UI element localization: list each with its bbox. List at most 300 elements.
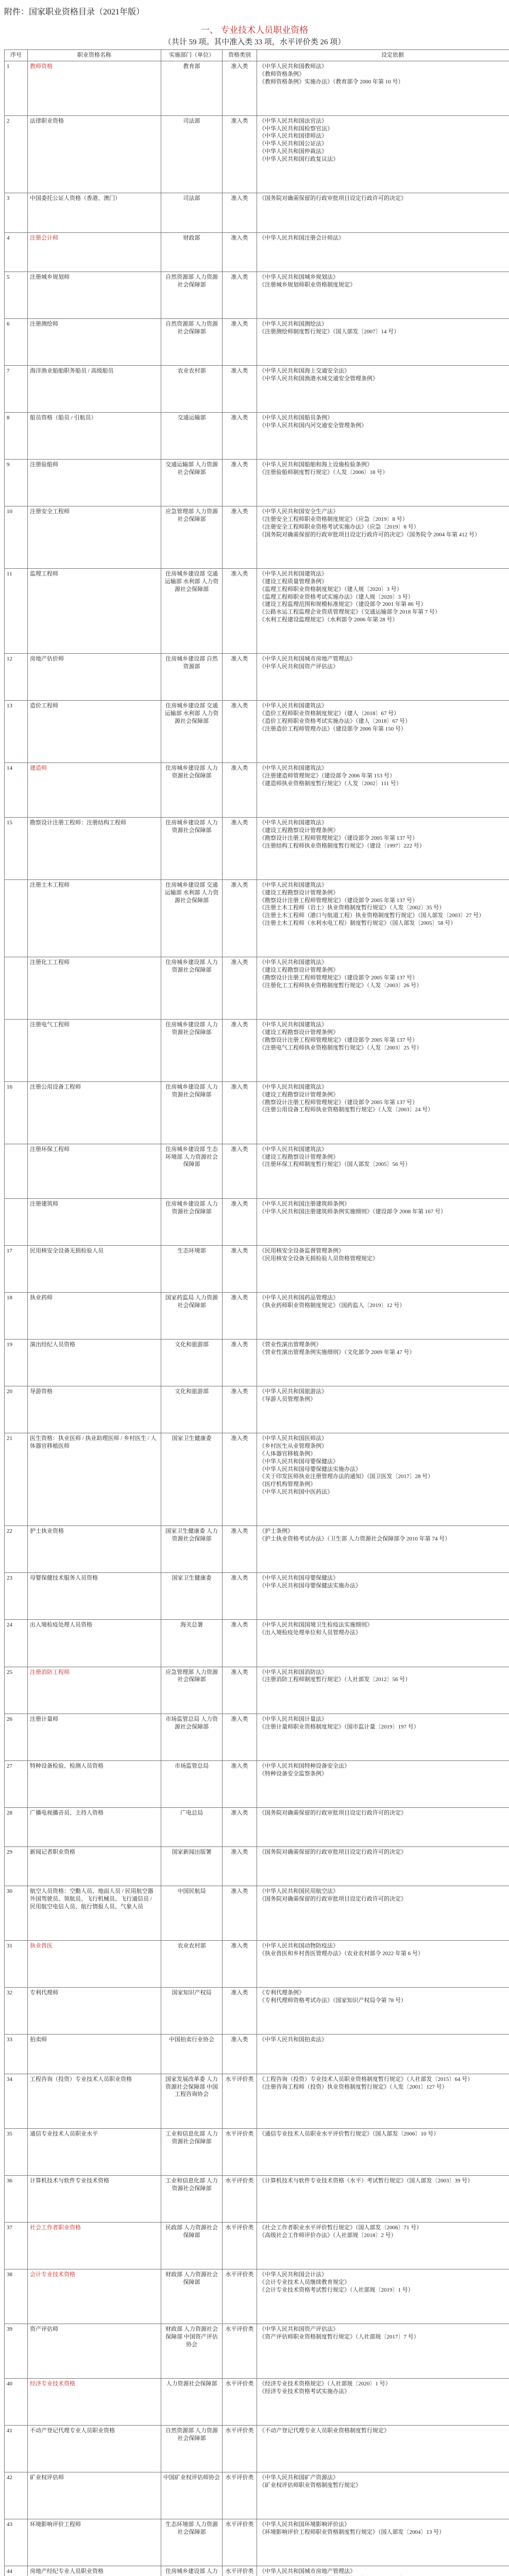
qualification-name: 计算机技术与软件专业技术资格 <box>28 2175 161 2222</box>
basis-item: 《注册咨询工程师（投资）执业资格制度暂行规定》（人发〔2001〕127 号） <box>259 2083 448 2090</box>
basis-item: 《中华人民共和国注册会计师法》 <box>259 234 344 241</box>
qualification-type: 准入类 <box>223 569 257 654</box>
basis-item: 《中华人民共和国建筑法》 <box>259 1146 327 1153</box>
implementing-department: 应急管理部 人力资源社会保障部 <box>161 506 223 569</box>
qualification-type: 准入类 <box>223 460 257 506</box>
qualification-name: 监理工程师 <box>28 569 161 654</box>
basis-item: 《注册测绘师制度暂行规定》（国人部发〔2007〕14 号） <box>259 328 400 335</box>
legal-basis <box>257 2566 509 2576</box>
implementing-department: 国家卫生健康委 人力资源社会保障部 <box>161 1526 223 1573</box>
qualification-name: 注册环保工程师 <box>28 1144 161 1198</box>
qualification-name: 注册会计师 <box>28 232 161 272</box>
implementing-department: 国家卫生健康委 <box>161 1573 223 1620</box>
qualification-name: 导游资格 <box>28 1386 161 1433</box>
basis-item: 《经济专业技术资格考试实施办法》 <box>259 2388 350 2395</box>
legal-basis <box>257 193 509 232</box>
legal-basis <box>257 879 509 957</box>
table-row <box>5 654 509 701</box>
basis-item: 《中华人民共和国资产评估法》 <box>259 2326 338 2332</box>
basis-item: 《计算机技术与软件专业技术资格（水平）考试暂行规定》（国人部发〔2003〕39 号） <box>259 2177 473 2184</box>
basis-item: 《注册计量师职业资格制度规定》（国市监计量〔2019〕197 号） <box>259 1723 419 1730</box>
row-number: 11 <box>5 569 28 654</box>
qualification-name: 海洋渔业船舶职务船员 / 高级船员 <box>28 365 161 412</box>
qualification-type: 准入类 <box>223 1020 257 1082</box>
qualification-name: 注册电气工程师 <box>28 1020 161 1082</box>
qualification-type: 准入类 <box>223 506 257 569</box>
table-row <box>5 1292 509 1339</box>
basis-item: 《中华人民共和国注册建筑师条例实施细则》（建设部令 2008 年第 167 号） <box>259 1208 446 1215</box>
table-row <box>5 2472 509 2519</box>
qualification-type: 准入类 <box>223 701 257 763</box>
basis-item: 《营业性演出管理条例》 <box>259 1341 321 1348</box>
basis-item: 《中华人民共和国船舶和海上设施检验条例》 <box>259 462 372 468</box>
basis-item: 《建设工程勘察设计管理条例》 <box>259 1029 338 1036</box>
implementing-department: 海关总署 <box>161 1620 223 1667</box>
row-number: 23 <box>5 1573 28 1620</box>
qualification-name: 会计专业技术资格 <box>28 2269 161 2324</box>
qualification-name: 工程咨询（投资）专业技术人员职业资格 <box>28 2074 161 2128</box>
row-number: 29 <box>5 1847 28 1886</box>
implementing-department: 文化和旅游部 <box>161 1386 223 1433</box>
basis-item: 《通信专业技术人员职业水平评价暂行规定》（国人部发〔2006〕10 号） <box>259 2130 439 2137</box>
basis-item: 《中华人民共和国渔港水域交通安全管理条例》 <box>259 375 378 382</box>
row-number: 5 <box>5 272 28 318</box>
qualification-type: 准入类 <box>223 318 257 365</box>
legal-basis <box>257 1988 509 2035</box>
basis-item: 《建设工程勘察设计管理条例》 <box>259 889 338 896</box>
qualification-type: 准入类 <box>223 1988 257 2035</box>
qualification-name: 拍卖师 <box>28 2035 161 2074</box>
basis-item: 《中华人民共和国城市房地产管理法》 <box>259 656 355 663</box>
basis-item: 《营业性演出管理条例实施细则》（文化部令 2009 年第 47 号） <box>259 1349 415 1355</box>
basis-item: 《注册安全工程师职业资格考试实施办法》（应急〔2019〕8 号） <box>259 523 419 530</box>
implementing-department: 中国民航局 <box>161 1886 223 1941</box>
basis-item: 《执业兽医和乡村兽医管理办法》（农业农村部令 2022 年第 6 号） <box>259 1951 423 1957</box>
table-row <box>5 2324 509 2378</box>
row-number: 37 <box>5 2222 28 2269</box>
basis-item: 《中华人民共和国仲裁法》 <box>259 148 327 155</box>
implementing-department: 交通运输部 人力资源社会保障部 <box>161 460 223 506</box>
legal-basis <box>257 1339 509 1386</box>
qualification-type: 准入类 <box>223 2035 257 2074</box>
basis-item: 《中华人民共和国建筑法》 <box>259 820 327 826</box>
row-number: 25 <box>5 1667 28 1714</box>
basis-item: 《中华人民共和国资产评估法》 <box>259 664 338 670</box>
implementing-department: 国家新闻出版署 <box>161 1847 223 1886</box>
basis-item: 《公路水运工程监理企业资质管理规定》（交通运输部令 2018 年第 7 号） <box>259 609 440 616</box>
basis-item: 《中华人民共和国律师法》 <box>259 133 327 140</box>
qualification-type: 准入类 <box>223 1847 257 1886</box>
row-number: 2 <box>5 115 28 193</box>
row-number: 30 <box>5 1886 28 1941</box>
basis-item: 《建设工程勘察设计管理条例》 <box>259 827 338 834</box>
row-number: 4 <box>5 232 28 272</box>
qualification-name: 社会工作者职业资格 <box>28 2222 161 2269</box>
table-row <box>5 1807 509 1846</box>
qualification-type: 水平评价类 <box>223 2324 257 2378</box>
basis-item: 《中华人民共和国安全生产法》 <box>259 509 338 515</box>
table-row <box>5 2425 509 2472</box>
table-row <box>5 2128 509 2175</box>
table-row <box>5 818 509 880</box>
legal-basis <box>257 1573 509 1620</box>
row-number: 7 <box>5 365 28 412</box>
table-row <box>5 569 509 654</box>
basis-item: 《高级社会工作师评价办法》（人社部规〔2018〕2 号） <box>259 2232 397 2239</box>
legal-basis <box>257 2324 509 2378</box>
row-number: 42 <box>5 2472 28 2519</box>
table-row <box>5 61 509 115</box>
basis-item: 《工程咨询（投资）专业技术人员职业资格制度暂行规定》（人社部发〔2015〕64 号） <box>259 2076 473 2082</box>
basis-item: 《教师资格条例》实施办法》（教育部令 2000 年第 10 号） <box>259 78 404 85</box>
legal-basis <box>257 1847 509 1886</box>
row-number: 19 <box>5 1339 28 1386</box>
basis-item: 《导游人员管理条例》 <box>259 1396 316 1402</box>
qualification-name: 特种设备检验、检测人员资格 <box>28 1760 161 1807</box>
basis-item: 《特种设备安全监察条例》 <box>259 1770 327 1777</box>
basis-item: 《造价工程师职业资格考试实施办法》（建人〔2018〕67 号） <box>259 718 411 725</box>
table-row <box>5 1667 509 1714</box>
basis-item: 《矿业权评估师职业资格制度暂行规定》 <box>259 2482 361 2488</box>
row-number: 38 <box>5 2269 28 2324</box>
basis-item: 《中华人民共和国海上交通安全法》 <box>259 367 350 374</box>
legal-basis <box>257 1292 509 1339</box>
basis-item: 《民用核安全设备无损检验人员资格管理规定》 <box>259 1255 378 1262</box>
table-header-row <box>5 50 509 61</box>
table-row <box>5 2074 509 2128</box>
legal-basis <box>257 1526 509 1573</box>
legal-basis <box>257 818 509 880</box>
row-number <box>5 879 28 957</box>
table-row <box>5 1198 509 1245</box>
header-dept: 实施部门（单位） <box>161 50 223 61</box>
qualification-name: 环境影响评价工程师 <box>28 2519 161 2566</box>
legal-basis <box>257 272 509 318</box>
basis-item: 《中华人民共和国会计法》 <box>259 2271 327 2278</box>
basis-item: 《中华人民共和国国境卫生检疫法实施细则》 <box>259 1622 372 1629</box>
qualification-name: 勘察设计注册工程师：注册结构工程师 <box>28 818 161 880</box>
row-number: 16 <box>5 1081 28 1144</box>
basis-item: 《中华人民共和国旅游法》 <box>259 1388 327 1395</box>
implementing-department: 农业农村部 <box>161 1941 223 1988</box>
legal-basis <box>257 1807 509 1846</box>
basis-item: 《注册土木工程师（岩土）执业资格制度暂行规定》（人发〔2002〕35 号） <box>259 905 445 911</box>
basis-item: 《建造师执业资格制度暂行规定》（人发〔2002〕111 号） <box>259 780 402 787</box>
table-row <box>5 2566 509 2576</box>
qualification-type: 准入类 <box>223 818 257 880</box>
basis-item: 《中华人民共和国动物防疫法》 <box>259 1943 338 1950</box>
row-number: 43 <box>5 2519 28 2566</box>
qualification-name: 注册土木工程师 <box>28 879 161 957</box>
basis-item: 《监理工程师职业资格考试实施办法》（建人规〔2020〕3 号） <box>259 594 414 600</box>
qualification-type: 水平评价类 <box>223 2378 257 2425</box>
implementing-department: 应急管理部 人力资源社会保障部 <box>161 1667 223 1714</box>
qualification-type: 准入类 <box>223 1760 257 1807</box>
basis-item: 《执业药师职业资格制度规定》（国药监人〔2019〕12 号） <box>259 1302 405 1309</box>
qualification-name: 民用核安全设备无损检验人员 <box>28 1245 161 1292</box>
qualification-name: 注册验船师 <box>28 460 161 506</box>
header-basis: 设定依据 <box>257 50 509 61</box>
row-number: 13 <box>5 701 28 763</box>
header-no: 序号 <box>5 50 28 61</box>
row-number: 34 <box>5 2074 28 2128</box>
row-number <box>5 957 28 1020</box>
implementing-department: 农业农村部 <box>161 365 223 412</box>
table-row <box>5 272 509 318</box>
legal-basis <box>257 2269 509 2324</box>
qualification-type: 准入类 <box>223 1245 257 1292</box>
implementing-department: 住房城乡建设部 交通运输部 水利部 人力资源社会保障部 <box>161 569 223 654</box>
table-row <box>5 1081 509 1144</box>
qualification-type: 准入类 <box>223 879 257 957</box>
table-row <box>5 763 509 818</box>
basis-item: 《中华人民共和国建筑法》 <box>259 882 327 888</box>
qualification-name: 经济专业技术资格 <box>28 2378 161 2425</box>
basis-item: 《中华人民共和国内河交通安全管理条例》 <box>259 422 367 429</box>
basis-item: 《中华人民共和国检察官法》 <box>259 125 333 132</box>
legal-basis <box>257 1886 509 1941</box>
table-row <box>5 2175 509 2222</box>
qualification-name: 注册化工工程师 <box>28 957 161 1020</box>
row-number: 8 <box>5 413 28 460</box>
basis-item: 《勘察设计注册工程师管理规定》（建设部令 2005 年第 137 号） <box>259 1037 418 1043</box>
row-number: 40 <box>5 2378 28 2425</box>
qualification-type: 水平评价类 <box>223 2074 257 2128</box>
implementing-department: 国家知识产权局 <box>161 1988 223 2035</box>
basis-item: 《勘察设计注册工程师管理规定》（建设部令 2005 年第 137 号） <box>259 835 418 841</box>
implementing-department: 住房城乡建设部 交通运输部 水利部 人力资源社会保障部 <box>161 701 223 763</box>
row-number: 27 <box>5 1760 28 1807</box>
implementing-department: 人力资源社会保障部 <box>161 2378 223 2425</box>
qualification-name: 不动产登记代理专业人员职业资格 <box>28 2425 161 2472</box>
qualification-type: 准入类 <box>223 1198 257 1245</box>
implementing-department: 国家药监局 人力资源社会保障部 <box>161 1292 223 1339</box>
legal-basis <box>257 1144 509 1198</box>
table-row <box>5 1020 509 1082</box>
implementing-department: 住房城乡建设部 人力资源社会保障部 <box>161 1081 223 1144</box>
qualification-type: 准入类 <box>223 1573 257 1620</box>
implementing-department: 财政部 人力资源社会保障部 中国资产评估协会 <box>161 2324 223 2378</box>
qualification-name: 护士执业资格 <box>28 1526 161 1573</box>
basis-item: 《中华人民共和国特种设备安全法》 <box>259 1762 350 1769</box>
row-number: 35 <box>5 2128 28 2175</box>
qualification-type: 水平评价类 <box>223 2175 257 2222</box>
qualification-type: 准入类 <box>223 1714 257 1760</box>
row-number <box>5 1020 28 1082</box>
qualification-type: 准入类 <box>223 1339 257 1386</box>
basis-item: 《不动产登记代理专业人员职业资格制度暂行规定》 <box>259 2427 389 2434</box>
implementing-department: 住房城乡建设部 人力资源社会保障部 <box>161 1198 223 1245</box>
row-number: 14 <box>5 763 28 818</box>
table-row <box>5 413 509 460</box>
section-title: 一、 专业技术人员职业资格 <box>200 25 309 35</box>
basis-item: 《中华人民共和国船员条例》 <box>259 415 333 421</box>
legal-basis <box>257 1667 509 1714</box>
qualification-type: 准入类 <box>223 365 257 412</box>
qualification-type: 准入类 <box>223 1386 257 1433</box>
implementing-department: 中国拍卖行业协会 <box>161 2035 223 2074</box>
basis-item: 《中华人民共和国环境影响评价法》 <box>259 2521 350 2528</box>
legal-basis <box>257 460 509 506</box>
row-number: 32 <box>5 1988 28 2035</box>
row-number: 20 <box>5 1386 28 1433</box>
table-row <box>5 957 509 1020</box>
basis-item: 《国务院对确需保留的行政审批项目设定行政许可的决定》 <box>259 1809 406 1816</box>
legal-basis <box>257 701 509 763</box>
qualification-type: 准入类 <box>223 193 257 232</box>
implementing-department: 生态环境部 <box>161 1245 223 1292</box>
table-row <box>5 193 509 232</box>
qualification-type: 水平评价类 <box>223 2519 257 2566</box>
basis-item: 《社会工作者职业水平评价暂行规定》（国人部发〔2006〕71 号） <box>259 2224 422 2231</box>
qualification-type: 水平评价类 <box>223 2128 257 2175</box>
row-number: 26 <box>5 1714 28 1760</box>
basis-item: 《护士执业资格考试办法》（卫生部 人力资源社会保障部令 2010 年第 74 号） <box>259 1536 451 1543</box>
row-number: 39 <box>5 2324 28 2378</box>
implementing-department: 自然资源部 人力资源社会保障部 <box>161 318 223 365</box>
legal-basis <box>257 763 509 818</box>
basis-item: 《中华人民共和国民用航空法》 <box>259 1888 338 1895</box>
basis-item: 《注册消防工程师制度暂行规定》（人社部发〔2012〕56 号） <box>259 1676 411 1683</box>
basis-item: 《国务院对确需保留的行政审批项目设定行政许可的决定》 <box>259 1896 406 1903</box>
qualification-type: 准入类 <box>223 1292 257 1339</box>
basis-item: 《会计专业技术资格考试暂行规定》（人社部规〔2019〕1 号） <box>259 2286 414 2293</box>
basis-item: 《注册建造师管理规定》（建设部令 2006 年第 153 号） <box>259 773 395 779</box>
qualification-type: 准入类 <box>223 763 257 818</box>
basis-item: 《中华人民共和国城乡规划法》 <box>259 274 338 280</box>
basis-item: 《经济专业技术资格规定》（人社部规〔2020〕1 号） <box>259 2380 391 2387</box>
implementing-department: 文化和旅游部 <box>161 1339 223 1386</box>
qualification-type: 水平评价类 <box>223 2269 257 2324</box>
table-row <box>5 318 509 365</box>
basis-item: 《注册公用设备工程师执业资格制度暂行规定》（人发〔2003〕24 号） <box>259 1107 434 1113</box>
basis-item: 《中华人民共和国母婴保健法实施办法》 <box>259 1466 361 1472</box>
implementing-department: 市场监管总局 人力资源社会保障部 <box>161 1714 223 1760</box>
basis-item: 《建设工程质量管理条例》 <box>259 578 327 585</box>
row-number: 10 <box>5 506 28 569</box>
basis-item: 《勘察设计注册工程师管理规定》（建设部令 2005 年第 137 号） <box>259 897 418 904</box>
table-body <box>5 61 509 2576</box>
basis-item: 《中华人民共和国建筑法》 <box>259 571 327 577</box>
basis-item: 《中华人民共和国矿产资源法》 <box>259 2475 338 2481</box>
basis-item: 《国务院对确需保留的行政审批项目设定行政许可的决定》（国务院令 2004 年第 412 号） <box>259 531 480 538</box>
implementing-department: 工业和信息化部 人力资源社会保障部 <box>161 2175 223 2222</box>
summary-line: （共计 59 项。其中准入类 33 项，水平评价类 26 项） <box>163 38 346 46</box>
qualification-type: 准入类 <box>223 1081 257 1144</box>
qualification-name: 注册城乡规划师 <box>28 272 161 318</box>
qualification-name: 矿业权评估师 <box>28 2472 161 2519</box>
implementing-department: 住房城乡建设部 人力资源社会保障部 <box>161 818 223 880</box>
basis-item: 《勘察设计注册工程师管理规定》（建设部令 2005 年第 137 号） <box>259 1099 418 1106</box>
row-number: 17 <box>5 1245 28 1292</box>
legal-basis <box>257 365 509 412</box>
basis-item: 《护士条例》 <box>259 1528 293 1535</box>
qualification-name: 执业药师 <box>28 1292 161 1339</box>
qualification-type: 水平评价类 <box>223 2566 257 2576</box>
qualification-name: 执业兽医 <box>28 1941 161 1988</box>
qualification-name: 医生资格：执业医师 / 执业助理医师 / 乡村医生 / 人体器官移植医师 <box>28 1433 161 1526</box>
row-number: 3 <box>5 193 28 232</box>
row-number: 41 <box>5 2425 28 2472</box>
qualification-type: 水平评价类 <box>223 2472 257 2519</box>
basis-item: 《注册环保工程师制度暂行规定》（国人部发〔2005〕56 号） <box>259 1161 411 1168</box>
row-number: 31 <box>5 1941 28 1988</box>
implementing-department: 交通运输部 <box>161 413 223 460</box>
implementing-department: 教育部 <box>161 61 223 115</box>
basis-item: 《中华人民共和国法官法》 <box>259 117 327 124</box>
basis-item: 《中华人民共和国建筑法》 <box>259 959 327 966</box>
basis-item: 《造价工程师职业资格制度规定》（建人〔2018〕67 号） <box>259 710 400 717</box>
table-row <box>5 1433 509 1526</box>
table-row <box>5 1339 509 1386</box>
basis-item: 《国务院对确需保留的行政审批项目设定行政许可的决定》 <box>259 1849 406 1856</box>
qualification-name: 房地产经纪专业人员职业资格 <box>28 2566 161 2576</box>
table-row <box>5 1526 509 1573</box>
row-number: 33 <box>5 2035 28 2074</box>
basis-item: 《中华人民共和国中医药法》 <box>259 1489 333 1496</box>
basis-item: 《民用核安全设备监督管理条例》 <box>259 1247 344 1254</box>
basis-item: 《教师资格条例》 <box>259 71 304 77</box>
implementing-department: 住房城乡建设部 交通运输部 水利部 人力资源社会保障部 <box>161 879 223 957</box>
basis-item: 《环境影响评价工程师职业资格制度暂行规定》（国人部发〔2004〕13 号） <box>259 2529 445 2535</box>
header-name: 职业资格名称 <box>28 50 161 61</box>
qualification-type: 准入类 <box>223 1941 257 1988</box>
qualification-name: 注册测绘师 <box>28 318 161 365</box>
basis-item: 《中华人民共和国建筑法》 <box>259 1083 327 1090</box>
qualification-name: 建造师 <box>28 763 161 818</box>
basis-item: 《中华人民共和国医师法》 <box>259 1435 327 1442</box>
legal-basis <box>257 413 509 460</box>
qualification-type: 水平评价类 <box>223 2222 257 2269</box>
table-row <box>5 1620 509 1667</box>
basis-item: 《注册城乡规划师职业资格制度规定》 <box>259 281 355 288</box>
implementing-department: 中国矿业权评估师协会 <box>161 2472 223 2519</box>
table-row <box>5 460 509 506</box>
legal-basis <box>257 115 509 193</box>
qualification-type: 准入类 <box>223 654 257 701</box>
qualification-type: 准入类 <box>223 957 257 1020</box>
basis-item: 《中华人民共和国母婴保健法》 <box>259 1458 338 1465</box>
qualification-name: 新闻记者职业资格 <box>28 1847 161 1886</box>
row-number: 1 <box>5 61 28 115</box>
implementing-department: 住房城乡建设部 人力 <box>161 2566 223 2576</box>
basis-item: 《中华人民共和国计量法》 <box>259 1716 327 1722</box>
qualification-type: 准入类 <box>223 61 257 115</box>
legal-basis <box>257 2175 509 2222</box>
qualification-name: 专利代理师 <box>28 1988 161 2035</box>
basis-item: 《乡村医生从业管理条例》 <box>259 1443 327 1449</box>
qualification-name: 母婴保健技术服务人员资格 <box>28 1573 161 1620</box>
legal-basis <box>257 654 509 701</box>
legal-basis <box>257 957 509 1020</box>
implementing-department: 生态环境部 人力资源社会保障部 <box>161 2519 223 2566</box>
basis-item: 《中华人民共和国母婴保健法》 <box>259 1575 338 1582</box>
qualification-name: 注册公用设备工程师 <box>28 1081 161 1144</box>
table-row <box>5 1245 509 1292</box>
basis-item: 《中华人民共和国教师法》 <box>259 63 327 70</box>
legal-basis <box>257 569 509 654</box>
row-number <box>5 1198 28 1245</box>
legal-basis <box>257 2472 509 2519</box>
qualification-name: 房地产估价师 <box>28 654 161 701</box>
qualification-type: 水平评价类 <box>223 2425 257 2472</box>
qualification-name: 注册安全工程师 <box>28 506 161 569</box>
basis-item: 《中华人民共和国建筑法》 <box>259 703 327 709</box>
legal-basis <box>257 506 509 569</box>
basis-item: 《中华人民共和国测绘法》 <box>259 320 327 327</box>
qualification-type: 准入类 <box>223 1526 257 1573</box>
basis-item: 《注册验船师制度暂行规定》（人发〔2006〕18 号） <box>259 469 388 476</box>
